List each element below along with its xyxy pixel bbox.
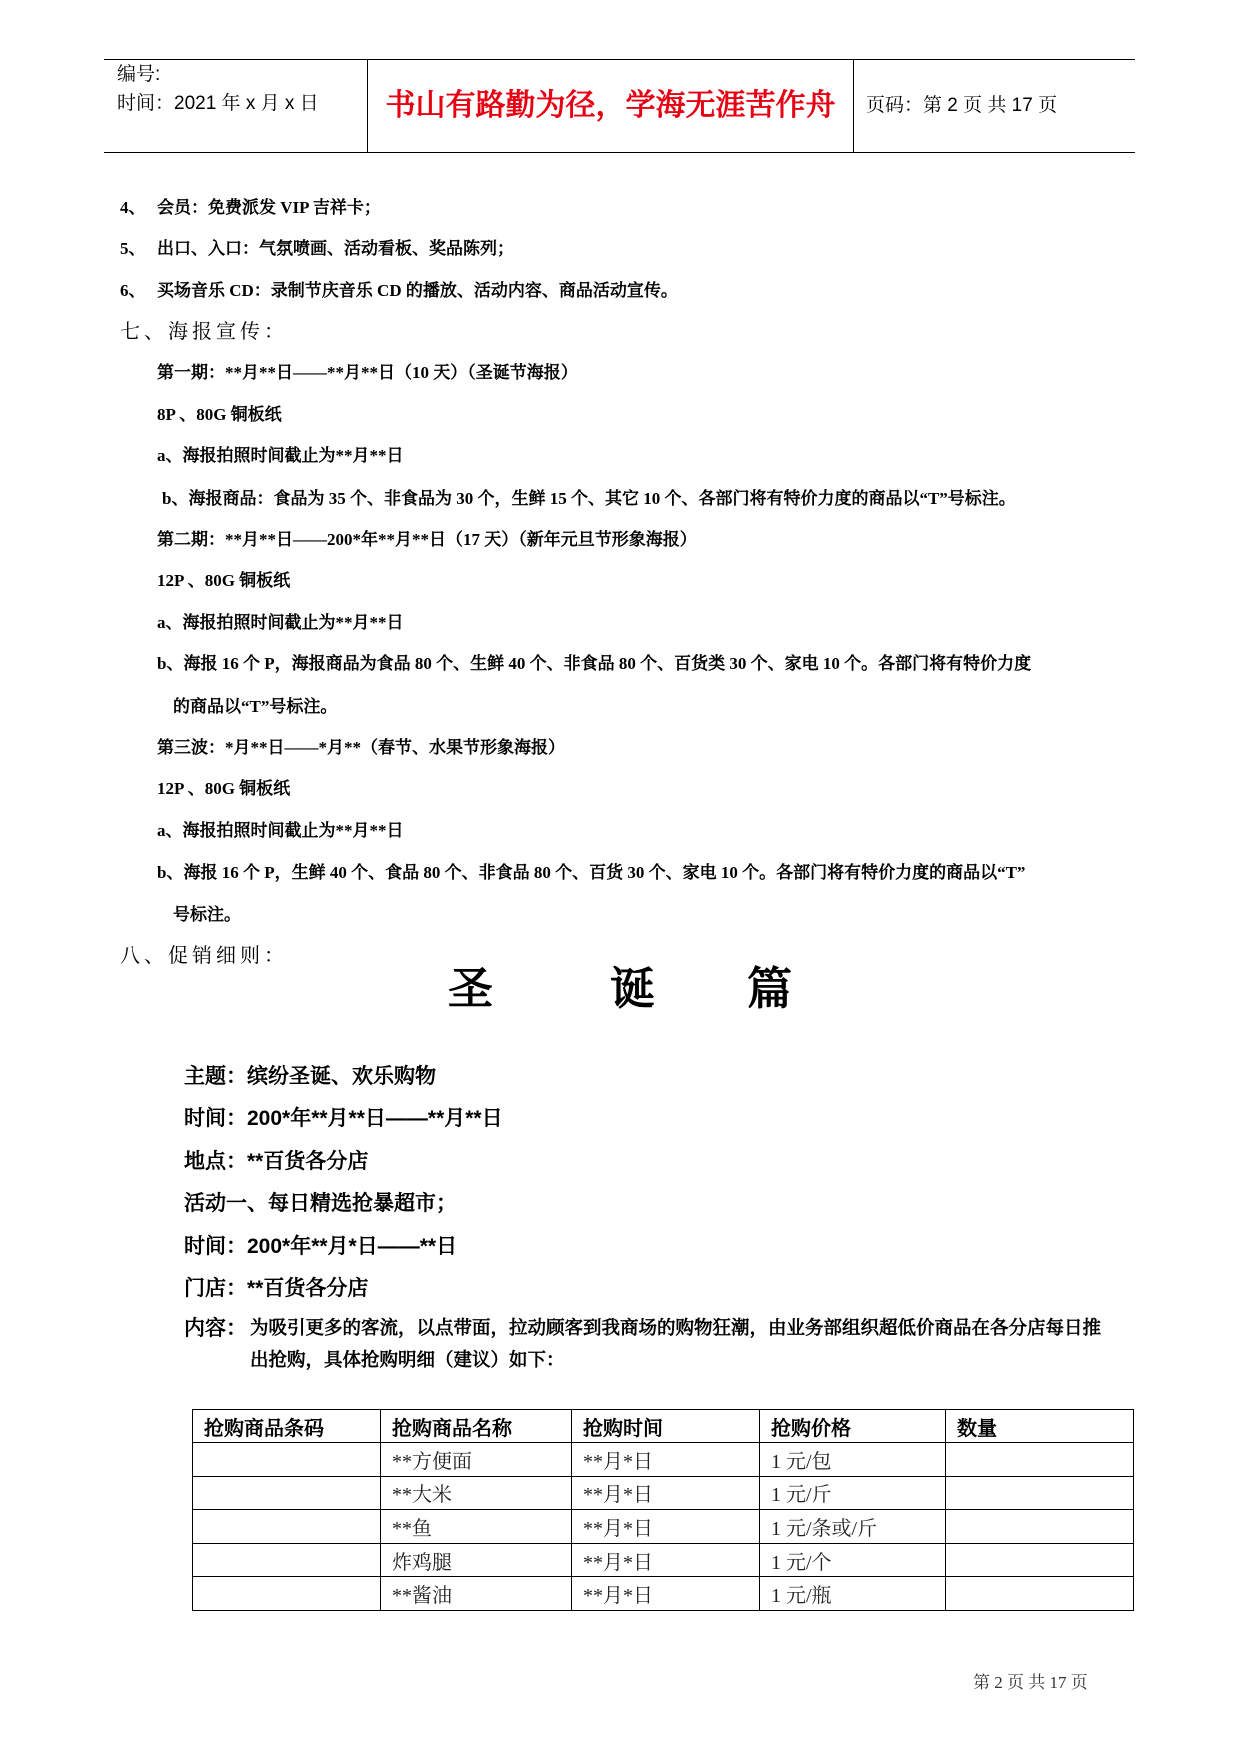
column-header-barcode: 抢购商品条码	[193, 1410, 381, 1443]
cell-product-name: **大米	[381, 1476, 572, 1510]
poster-line: 8P 、80G 铜板纸	[157, 405, 282, 424]
header-time: 时间：2021 年 x 月 x 日	[117, 93, 319, 114]
cell-sale-time: **月*日	[572, 1577, 760, 1611]
cell-product-name: **酱油	[381, 1577, 572, 1611]
content-label: 内容：	[184, 1317, 247, 1340]
cell-product-name: 炸鸡腿	[381, 1543, 572, 1577]
christmas-title-char: 篇	[747, 963, 793, 1014]
cell-sale-time: **月*日	[572, 1476, 760, 1510]
cell-sale-time: **月*日	[572, 1543, 760, 1577]
poster-line: 12P 、80G 铜板纸	[157, 571, 291, 590]
table-header-row	[193, 1410, 1134, 1443]
table-row	[193, 1476, 1134, 1510]
activity-time: 时间：200*年**月*日——**日	[184, 1235, 458, 1258]
table-row	[193, 1510, 1134, 1544]
cell-barcode	[193, 1543, 381, 1577]
list-item: 买场音乐 CD：录制节庆音乐 CD 的播放、活动内容、商品活动宣传。	[157, 281, 678, 300]
poster-line: b、海报 16 个 P，海报商品为食品 80 个、生鲜 40 个、非食品 80 个、百货类 30 个、家电 10 个。各部门将有特价力度	[157, 654, 1032, 673]
table-row	[193, 1443, 1134, 1477]
table-row	[193, 1543, 1134, 1577]
column-header-quantity: 数量	[946, 1410, 1134, 1443]
poster-line: b、海报商品：食品为 35 个、非食品为 30 个，生鲜 15 个、其它 10 个、各部门将有特价力度的商品以“T”号标注。	[162, 489, 1016, 508]
flash-sale-table	[192, 1409, 1134, 1611]
cell-sale-time: **月*日	[572, 1443, 760, 1477]
footer-page-number: 第 2 页 共 17 页	[973, 1673, 1088, 1692]
list-item-number: 5、	[120, 239, 146, 258]
cell-barcode	[193, 1577, 381, 1611]
list-item-number: 4、	[120, 198, 146, 217]
cell-sale-price: 1 元/包	[760, 1443, 946, 1477]
column-header-sale-price: 抢购价格	[760, 1410, 946, 1443]
promo-location: 地点：**百货各分店	[184, 1150, 369, 1173]
cell-quantity	[946, 1543, 1134, 1577]
cell-sale-price: 1 元/瓶	[760, 1577, 946, 1611]
header-top-rule	[104, 59, 1135, 60]
cell-barcode	[193, 1476, 381, 1510]
poster-line: a、海报拍照时间截止为**月**日	[157, 446, 404, 465]
list-item-number: 6、	[120, 281, 146, 300]
cell-quantity	[946, 1443, 1134, 1477]
activity-title: 活动一、每日精选抢暴超市；	[184, 1192, 457, 1215]
poster-line: 的商品以“T”号标注。	[173, 697, 338, 716]
christmas-title-char: 诞	[610, 963, 656, 1014]
section-heading-promo: 八、促销细则：	[120, 945, 288, 967]
poster-line: a、海报拍照时间截止为**月**日	[157, 613, 404, 632]
list-item: 会员：免费派发 VIP 吉祥卡；	[157, 198, 381, 217]
poster-line: 第二期：**月**日——200*年**月**日（17 天）（新年元旦节形象海报）	[157, 530, 697, 549]
promo-theme: 主题：缤纷圣诞、欢乐购物	[184, 1065, 436, 1088]
header-bottom-rule	[104, 152, 1135, 153]
column-header-product-name: 抢购商品名称	[381, 1410, 572, 1443]
cell-sale-price: 1 元/个	[760, 1543, 946, 1577]
cell-sale-price: 1 元/条或/斤	[760, 1510, 946, 1544]
section-heading-poster: 七、海报宣传：	[120, 321, 288, 343]
poster-line: 号标注。	[173, 905, 241, 924]
christmas-title-char: 圣	[448, 963, 494, 1014]
cell-sale-time: **月*日	[572, 1510, 760, 1544]
content-text-line: 出抢购，具体抢购明细（建议）如下：	[250, 1351, 565, 1371]
poster-line: 第一期：**月**日——**月**日（10 天）（圣诞节海报）	[157, 363, 578, 382]
cell-barcode	[193, 1510, 381, 1544]
header-divider-right	[853, 59, 854, 153]
list-item: 出口、入口：气氛喷画、活动看板、奖品陈列；	[157, 239, 514, 258]
poster-line: 第三波：*月**日——*月**（春节、水果节形象海报）	[157, 738, 565, 757]
cell-quantity	[946, 1476, 1134, 1510]
cell-barcode	[193, 1443, 381, 1477]
promo-time: 时间：200*年**月**日——**月**日	[184, 1107, 503, 1130]
cell-quantity	[946, 1510, 1134, 1544]
table-row	[193, 1577, 1134, 1611]
cell-sale-price: 1 元/斤	[760, 1476, 946, 1510]
cell-product-name: **鱼	[381, 1510, 572, 1544]
poster-line: a、海报拍照时间截止为**月**日	[157, 821, 404, 840]
poster-line: 12P 、80G 铜板纸	[157, 779, 291, 798]
content-text-line: 为吸引更多的客流，以点带面，拉动顾客到我商场的购物狂潮，由业务部组织超低价商品在各分店每日推	[250, 1319, 1102, 1339]
poster-line: b、海报 16 个 P，生鲜 40 个、食品 80 个、非食品 80 个、百货 30 个、家电 10 个。各部门将有特价力度的商品以“T”	[157, 863, 1026, 882]
header-page-number: 页码：第 2 页 共 17 页	[866, 95, 1058, 116]
header-motto: 书山有路勤为径，学海无涯苦作舟	[385, 89, 836, 122]
header-number-label: 编号:	[117, 64, 161, 85]
activity-store: 门店：**百货各分店	[184, 1277, 369, 1300]
cell-quantity	[946, 1577, 1134, 1611]
cell-product-name: **方便面	[381, 1443, 572, 1477]
column-header-sale-time: 抢购时间	[572, 1410, 760, 1443]
